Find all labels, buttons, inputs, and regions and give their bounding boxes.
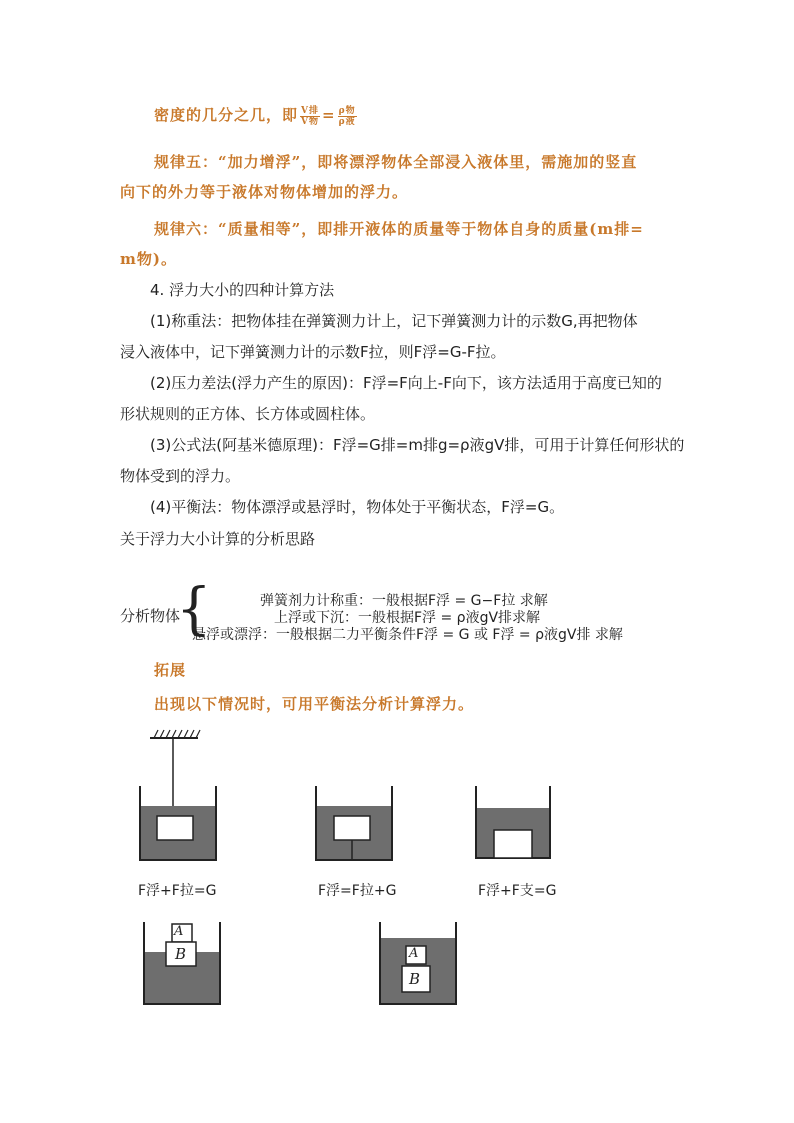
method4-line1: (4)平衡法：物体漂浮或悬浮时，物体处于平衡状态，F浮=G。 xyxy=(150,498,565,516)
density-fraction-text: 密度的几分之几，即 xyxy=(154,106,299,124)
caption-diagram-3: F浮+F支=G xyxy=(478,883,557,899)
block-b-label-2: B xyxy=(409,970,421,988)
fraction-numerator: V排 xyxy=(301,105,319,116)
extension-title: 拓展 xyxy=(154,661,187,679)
section-heading-four-methods: 4. 浮力大小的四种计算方法 xyxy=(150,281,335,299)
rule-five-line2: 向下的外力等于液体对物体增加的浮力。 xyxy=(120,183,409,201)
caption-diagram-1: F浮+F拉=G xyxy=(138,883,217,899)
method3-line1: (3)公式法(阿基米德原理)：F浮=G排=m排g=ρ液gV排，可用于计算任何形状的 xyxy=(150,436,685,454)
diagram-spring-scale-container xyxy=(130,728,230,868)
method2-line2: 形状规则的正方体、长方体或圆柱体。 xyxy=(120,405,376,423)
density-fraction-line xyxy=(154,104,359,127)
caption-diagram-2: F浮=F拉+G xyxy=(318,883,397,899)
block-a-label-2: A xyxy=(409,946,419,961)
diagram-tied-block-container xyxy=(310,782,400,864)
rule-five-line1: 规律五：“加力增浮”，即将漂浮物体全部浸入液体里，需施加的竖直 xyxy=(154,153,638,171)
fraction2-denominator: ρ液 xyxy=(338,116,356,127)
method1-line1: (1)称重法：把物体挂在弹簧测力计上，记下弹簧测力计的示数G,再把物体 xyxy=(150,312,638,330)
method1-line2: 浸入液体中，记下弹簧测力计的示数F拉，则F浮=G-F拉。 xyxy=(120,343,506,361)
curly-brace: { xyxy=(176,577,212,642)
method2-line1: (2)压力差法(浮力产生的原因)：F浮=F向上-F向下，该方法适用于高度已知的 xyxy=(150,374,662,392)
density-fraction xyxy=(338,106,357,127)
rule-six-line2: m物)。 xyxy=(120,250,177,268)
fraction-denominator: V物 xyxy=(301,116,319,127)
block-a-label: A xyxy=(174,924,184,939)
diagram-supported-block-container xyxy=(470,782,560,864)
method3-line2: 物体受到的浮力。 xyxy=(120,467,241,485)
equals-sign: = xyxy=(322,106,336,124)
analysis-label: 分析物体 xyxy=(120,607,181,625)
fraction2-numerator: ρ物 xyxy=(338,105,356,116)
extension-line: 出现以下情况时，可用平衡法分析计算浮力。 xyxy=(154,695,475,713)
analysis-title: 关于浮力大小计算的分析思路 xyxy=(120,530,316,548)
analysis-case-1: 弹簧剂力计称重：一般根据F浮 = G−F拉 求解 xyxy=(260,593,548,609)
analysis-case-3: 悬浮或漂浮：一般根据二力平衡条件F浮 = G 或 F浮 = ρ液gV排 求解 xyxy=(192,627,623,643)
block-b-label: B xyxy=(175,945,187,963)
analysis-case-2: 上浮或下沉：一般根据F浮 = ρ液gV排求解 xyxy=(274,610,541,626)
rule-six-line1: 规律六：“质量相等”，即排开液体的质量等于物体自身的质量(m排= xyxy=(154,220,644,238)
volume-fraction xyxy=(300,106,320,127)
diagram-stacked-submerged-container xyxy=(374,918,464,1008)
